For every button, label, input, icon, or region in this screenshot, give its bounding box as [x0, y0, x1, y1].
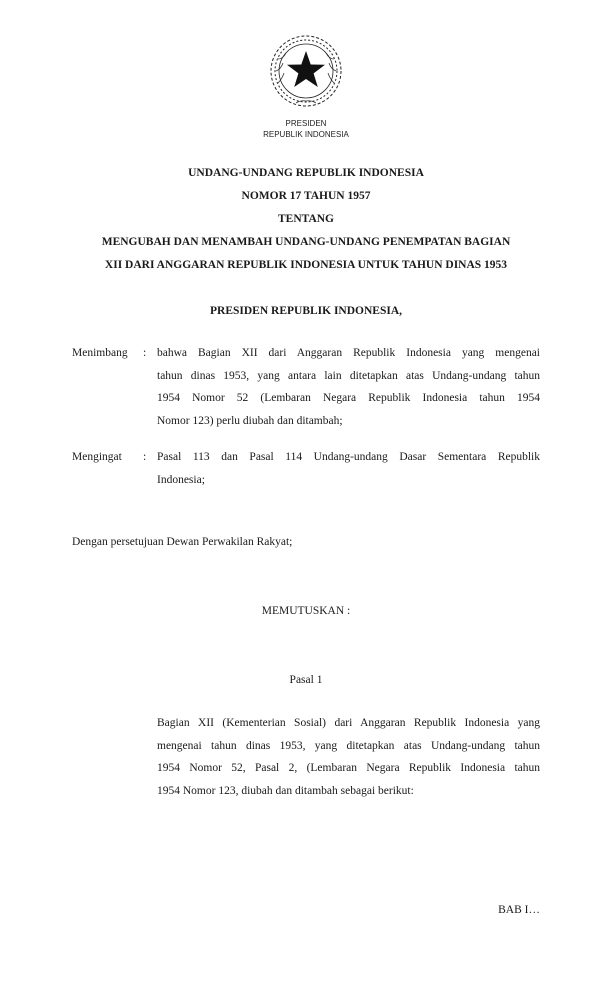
article-line: 1954 Nomor 52, Pasal 2, (Lembaran Negara Republik Indonesia tahun: [157, 762, 540, 774]
article-heading: Pasal 1: [289, 674, 323, 686]
mengingat-line: Indonesia;: [157, 473, 205, 486]
article-body: [157, 712, 540, 802]
page-continuation: BAB I…: [498, 904, 540, 916]
law-number: NOMOR 17 TAHUN 1957: [241, 190, 371, 202]
mengingat-text: [157, 446, 540, 491]
mengingat-colon: :: [143, 451, 147, 463]
law-title: UNDANG-UNDANG REPUBLIK INDONESIA: [188, 167, 424, 179]
emblem-caption-republik: REPUBLIK INDONESIA: [263, 130, 349, 139]
menimbang-line: Nomor 123) perlu diubah dan ditambah;: [157, 414, 343, 427]
law-subject-line2: XII DARI ANGGARAN REPUBLIK INDONESIA UNTUK TAHUN DINAS 1953: [104, 259, 508, 271]
decision-heading: MEMUTUSKAN :: [261, 605, 351, 617]
mengingat-line: Pasal 113 dan Pasal 114 Undang-undang Dasar Sementara Republik: [157, 451, 540, 463]
menimbang-text: [157, 342, 540, 432]
presidential-seal-icon: [266, 31, 346, 111]
approval-statement: Dengan persetujuan Dewan Perwakilan Rakyat;: [72, 536, 293, 548]
menimbang-label: Menimbang: [72, 347, 128, 359]
article-line: 1954 Nomor 123, diubah dan ditambah sebagai berikut:: [157, 784, 414, 797]
menimbang-line: 1954 Nomor 52 (Lembaran Negara Republik Indonesia tahun 1954: [157, 392, 540, 404]
emblem-caption-presiden: PRESIDEN: [285, 119, 327, 128]
mengingat-label: Mengingat: [72, 451, 122, 463]
issuer-heading: PRESIDEN REPUBLIK INDONESIA,: [209, 305, 403, 317]
menimbang-line: bahwa Bagian XII dari Anggaran Republik Indonesia yang mengenai: [157, 347, 540, 359]
law-subject-line1: MENGUBAH DAN MENAMBAH UNDANG-UNDANG PENEMPATAN BAGIAN: [101, 236, 511, 248]
menimbang-line: tahun dinas 1953, yang antara lain ditetapkan atas Undang-undang tahun: [157, 369, 540, 382]
menimbang-colon: :: [143, 347, 147, 359]
law-about-label: TENTANG: [277, 213, 335, 225]
article-line: mengenai tahun dinas 1953, yang ditetapkan atas Undang-undang tahun: [157, 739, 540, 752]
article-line: Bagian XII (Kementerian Sosial) dari Anggaran Republik Indonesia yang: [157, 717, 540, 729]
